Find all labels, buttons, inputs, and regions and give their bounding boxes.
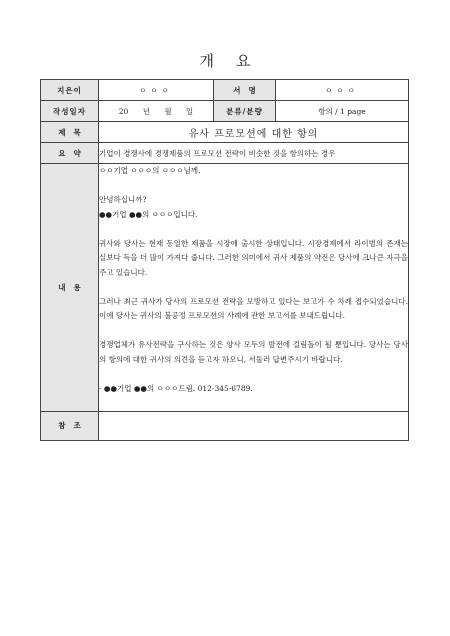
closing-signature: - ●●기업 ●●의 ㅇㅇㅇ드림. 012-345-6789. (99, 383, 253, 393)
sender-intro: ●●기업 ●●의 ㅇㅇㅇ입니다. (99, 209, 198, 219)
summary-value: 기업이 경쟁사에 경쟁제품의 프로모션 전략이 비슷한 것을 항의하는 경우 (99, 143, 409, 164)
date-label: 작성일자 (41, 101, 99, 122)
author-label: 지은이 (41, 80, 99, 101)
reference-row (41, 411, 409, 440)
signature-value: ㅇㅇㅇ (276, 80, 409, 101)
category-value: 항의 / 1 page (276, 101, 409, 122)
body-paragraph-1: 귀사와 당사는 현재 동일한 제품을 시장에 출시한 상태입니다. 시장경제에서 라이벌의 존재는 실보다 득을 더 많이 가져다 줍니다. 그러한 의미에서 귀사 제품의 약진은 당사에 크나큰 자극을 주고 있습니다. (99, 238, 408, 277)
date-month-unit: 월 (164, 106, 172, 116)
greeting-recipient: ㅇㅇ기업 ㅇㅇㅇ의 ㅇㅇㅇ님께. (99, 166, 201, 175)
date-day-unit: 일 (185, 106, 194, 116)
date-row (41, 101, 409, 122)
body-paragraph-3: 경쟁업체가 유사전략을 구사하는 것은 양사 모두의 발전에 걸림돌이 될 뿐입니다. 당사는 당사의 항의에 대한 귀사의 의견을 듣고자 하오니, 서둘러 답변주시기 바랍니다. (99, 340, 408, 364)
reference-value (99, 411, 409, 440)
body-paragraph-2: 그러나 최근 귀사가 당사의 프로모션 전략을 모방하고 있다는 보고가 수 차례 접수되었습니다. 이에 당사는 귀사의 불공정 프로모션의 사례에 관한 보고서를 보내드립니다. (99, 296, 408, 320)
content-label: 내용 (41, 164, 99, 412)
signature-label: 서명 (214, 80, 276, 101)
author-row (41, 80, 409, 101)
subject-row (41, 122, 409, 143)
greeting-hello: 안녕하십니까? (99, 195, 147, 204)
summary-label: 요약 (41, 143, 99, 164)
content-body (99, 164, 409, 412)
page-title: 개요 (199, 52, 273, 70)
summary-row (41, 143, 409, 164)
subject-value: 유사 프로모션에 대한 항의 (99, 122, 409, 143)
document-form-table (40, 79, 409, 441)
subject-label: 제목 (41, 122, 99, 143)
author-value: ㅇㅇㅇ (99, 80, 214, 101)
reference-label: 참조 (41, 411, 99, 440)
category-label: 분류/분량 (214, 101, 276, 122)
date-year: 20 (118, 106, 129, 116)
date-year-unit: 년 (142, 106, 150, 116)
content-row (41, 164, 409, 412)
date-value (99, 101, 214, 122)
